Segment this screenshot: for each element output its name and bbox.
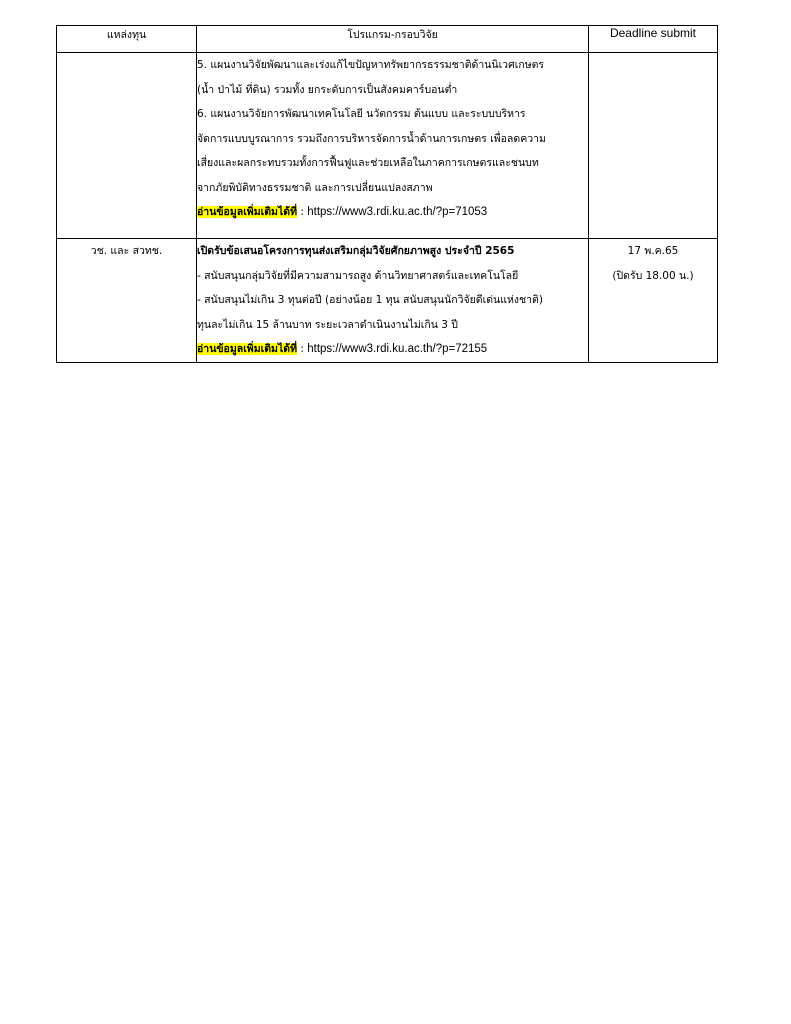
- program-title: เปิดรับข้อเสนอโครงการทุนส่งเสริมกลุ่มวิจัยศักยภาพสูง ประจำปี 2565: [197, 245, 515, 257]
- table-header-row: [57, 26, 718, 53]
- source-cell: [57, 53, 197, 239]
- header-deadline: Deadline submit: [589, 26, 718, 53]
- funding-table: [56, 25, 718, 363]
- program-line: จัดการแบบบูรณาการ รวมถึงการบริหารจัดการน้ำด้านการเกษตร เพื่อลดความ: [197, 132, 546, 145]
- program-line: เสี่ยงและผลกระทบรวมทั้งการฟื้นฟูและช่วยเหลือในภาคการเกษตรและชนบท: [197, 157, 539, 169]
- deadline-cell: [589, 239, 718, 363]
- source-cell: [57, 239, 197, 363]
- more-info-label: อ่านข้อมูลเพิ่มเติมได้ที่: [197, 206, 298, 218]
- header-program: โปรแกรม-กรอบวิจัย: [197, 26, 589, 53]
- header-source: แหล่งทุน: [57, 26, 197, 53]
- deadline-cell: [589, 53, 718, 239]
- more-info-label: อ่านข้อมูลเพิ่มเติมได้ที่: [197, 343, 298, 355]
- program-cell: [197, 53, 589, 239]
- program-line: ทุนละไม่เกิน 15 ล้านบาท ระยะเวลาดำเนินงานไม่เกิน 3 ปี: [197, 318, 458, 331]
- program-line: - สนับสนุนกลุ่มวิจัยที่มีความสามารถสูง ด้านวิทยาศาสตร์และเทคโนโลยี: [197, 269, 519, 282]
- table-row: [57, 239, 718, 363]
- program-cell: [197, 239, 589, 363]
- more-info-line: [197, 200, 588, 225]
- deadline-date: 17 พ.ค.65: [627, 245, 679, 257]
- program-line: 5. แผนงานวิจัยพัฒนาและเร่งแก้ไขปัญหาทรัพยากรธรรมชาติด้านนิเวศเกษตร: [197, 59, 545, 71]
- more-info-link[interactable]: https://www3.rdi.ku.ac.th/?p=72155: [307, 343, 488, 355]
- more-info-separator: :: [297, 206, 308, 218]
- program-line: 6. แผนงานวิจัยการพัฒนาเทคโนโลยี นวัตกรรม ต้นแบบ และระบบบริหาร: [197, 108, 526, 120]
- table-row: [57, 53, 718, 239]
- program-line: - สนับสนุนไม่เกิน 3 ทุนต่อปี (อย่างน้อย 1 ทุน สนับสนุนนักวิจัยดีเด่นแห่งชาติ): [197, 294, 543, 306]
- deadline-time: (ปิดรับ 18.00 น.): [612, 269, 694, 282]
- more-info-separator: :: [297, 343, 308, 355]
- more-info-link[interactable]: https://www3.rdi.ku.ac.th/?p=71053: [307, 206, 488, 218]
- program-line: (น้ำ ป่าไม้ ที่ดิน) รวมทั้ง ยกระดับการเป็นสังคมคาร์บอนต่ำ: [197, 83, 458, 96]
- program-line: จากภัยพิบัติทางธรรมชาติ และการเปลี่ยนแปลงสภาพ: [197, 181, 433, 194]
- more-info-line: [197, 337, 588, 362]
- source-text: [57, 53, 196, 78]
- source-text: วช. และ สวทช.: [90, 245, 163, 257]
